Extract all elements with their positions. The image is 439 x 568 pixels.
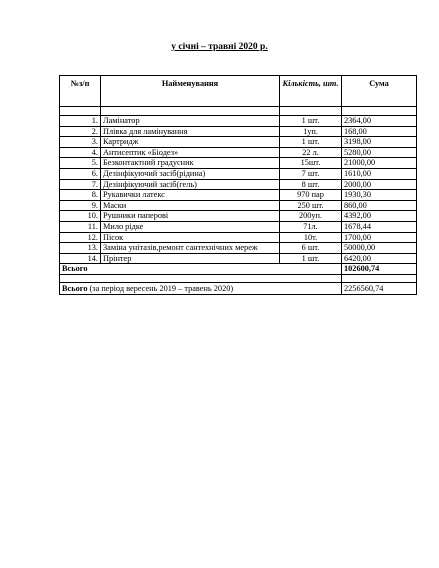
- grand-total-period: (за період вересень 2019 – травень 2020): [87, 283, 234, 293]
- row-number: 12.: [60, 232, 101, 243]
- row-quantity: 970 пар: [280, 190, 342, 201]
- table-row: [60, 243, 417, 254]
- header-number: №з/п: [60, 76, 101, 107]
- row-number: 11.: [60, 221, 101, 232]
- table-row: [60, 200, 417, 211]
- row-number: 7.: [60, 179, 101, 190]
- row-sum: 860,00: [342, 200, 417, 211]
- total-label: Всього: [60, 264, 342, 275]
- row-quantity: 250 шт.: [280, 200, 342, 211]
- row-sum: 168,00: [342, 126, 417, 137]
- row-name: Плівка для ламінування: [101, 126, 280, 137]
- grand-total-sum: 2256560,74: [342, 282, 417, 294]
- row-sum: 1930,30: [342, 190, 417, 201]
- row-name: Дезінфікуючий засіб(гель): [101, 179, 280, 190]
- row-name: Маски: [101, 200, 280, 211]
- expenses-table: [59, 75, 417, 295]
- row-sum: 1678,44: [342, 221, 417, 232]
- row-sum: 3198,00: [342, 137, 417, 148]
- row-quantity: 71л.: [280, 221, 342, 232]
- row-sum: 50000,00: [342, 243, 417, 254]
- row-name: Заміна унітазів,ремонт сантехнічних мереж: [101, 243, 280, 254]
- row-number: 3.: [60, 137, 101, 148]
- table-row: [60, 179, 417, 190]
- row-number: 14.: [60, 253, 101, 264]
- table-row: [60, 137, 417, 148]
- row-name: Дезінфікуючий засіб(рідина): [101, 168, 280, 179]
- table-row: [60, 158, 417, 169]
- row-number: 8.: [60, 190, 101, 201]
- row-name: Картридж: [101, 137, 280, 148]
- table-row: [60, 116, 417, 127]
- blank-row: [60, 107, 417, 116]
- row-quantity: 6 шт.: [280, 243, 342, 254]
- row-quantity: 1уп.: [280, 126, 342, 137]
- table-row: [60, 190, 417, 201]
- header-quantity: Кількість, шт.: [280, 76, 342, 107]
- row-quantity: 7 шт.: [280, 168, 342, 179]
- row-sum: 1610,00: [342, 168, 417, 179]
- row-sum: 5280,00: [342, 147, 417, 158]
- row-number: 13.: [60, 243, 101, 254]
- row-sum: 1700,00: [342, 232, 417, 243]
- row-number: 6.: [60, 168, 101, 179]
- row-sum: 6420,00: [342, 253, 417, 264]
- row-number: 10.: [60, 211, 101, 222]
- grand-total-cell: [60, 282, 342, 294]
- row-quantity: 200уп.: [280, 211, 342, 222]
- row-name: Ламінатор: [101, 116, 280, 127]
- table-row: [60, 232, 417, 243]
- row-sum: 2364,00: [342, 116, 417, 127]
- row-sum: 2000,00: [342, 179, 417, 190]
- row-number: 9.: [60, 200, 101, 211]
- row-name: Прінтер: [101, 253, 280, 264]
- row-quantity: 1 шт.: [280, 116, 342, 127]
- grand-total-row: [60, 282, 417, 294]
- row-number: 1.: [60, 116, 101, 127]
- row-number: 2.: [60, 126, 101, 137]
- document-title: у січні – травні 2020 р.: [171, 42, 268, 52]
- total-row: [60, 264, 417, 275]
- row-quantity: 8 шт.: [280, 179, 342, 190]
- blank-row: [60, 274, 417, 282]
- row-name: Мило рідке: [101, 221, 280, 232]
- row-name: Рушники паперові: [101, 211, 280, 222]
- table-row: [60, 253, 417, 264]
- table-row: [60, 126, 417, 137]
- row-name: Антисептик «Біодез»: [101, 147, 280, 158]
- row-name: Пісок: [101, 232, 280, 243]
- row-quantity: 15шт.: [280, 158, 342, 169]
- header-name: Найменування: [101, 76, 280, 107]
- table-body: [60, 116, 417, 264]
- table-row: [60, 147, 417, 158]
- grand-total-label: Всього: [62, 283, 88, 293]
- table-row: [60, 168, 417, 179]
- row-quantity: 1 шт.: [280, 253, 342, 264]
- total-sum: 102600,74: [342, 264, 417, 275]
- header-sum: Сума: [342, 76, 417, 107]
- row-quantity: 22 л.: [280, 147, 342, 158]
- table-header-row: [60, 76, 417, 107]
- row-quantity: 10т.: [280, 232, 342, 243]
- row-sum: 21000,00: [342, 158, 417, 169]
- row-name: Безконтактний градусник: [101, 158, 280, 169]
- table-row: [60, 211, 417, 222]
- row-number: 4.: [60, 147, 101, 158]
- row-quantity: 1 шт.: [280, 137, 342, 148]
- row-sum: 4392,00: [342, 211, 417, 222]
- table-row: [60, 221, 417, 232]
- row-name: Рукавички латекс: [101, 190, 280, 201]
- row-number: 5.: [60, 158, 101, 169]
